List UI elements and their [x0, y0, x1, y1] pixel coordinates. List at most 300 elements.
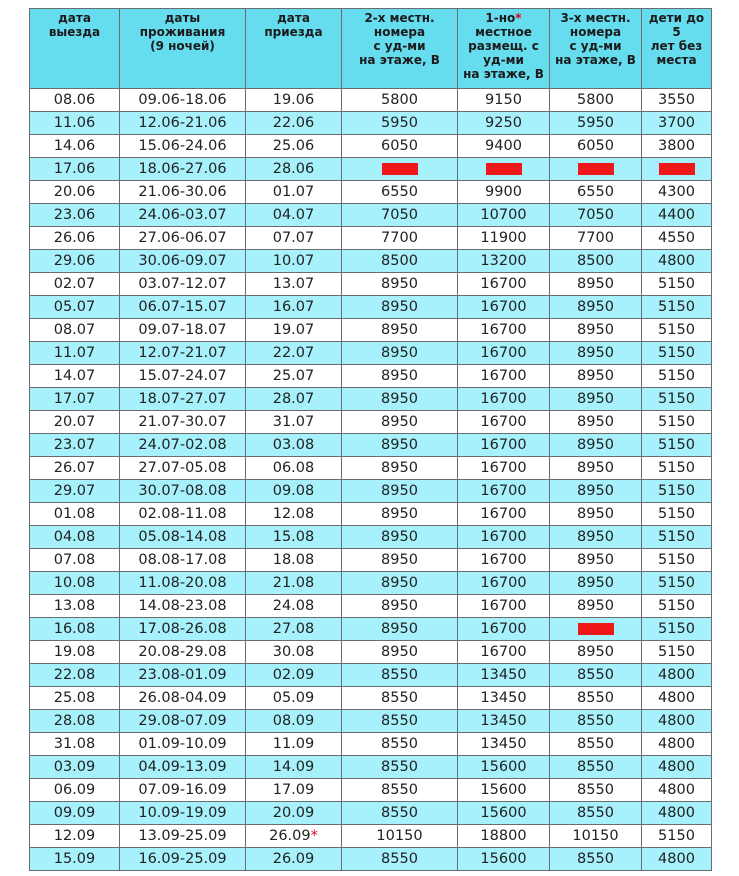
departure-date-cell [30, 411, 120, 434]
table-row [30, 549, 712, 572]
stay-dates-cell [120, 710, 246, 733]
child-price-cell [642, 848, 712, 871]
triple-room-price-cell [550, 457, 642, 480]
cell-value: 02.07 [53, 276, 96, 292]
table-row [30, 641, 712, 664]
cell-value: 10.08 [53, 575, 96, 591]
single-room-price-cell [458, 733, 550, 756]
stay-dates-cell [120, 549, 246, 572]
stay-dates-cell [120, 135, 246, 158]
double-room-price-cell [342, 181, 458, 204]
cell-value: 07.07 [272, 230, 315, 246]
cell-value: 7050 [577, 207, 614, 223]
header-stay-dates: даты проживания (9 ночей) [120, 9, 246, 89]
child-price-cell [642, 342, 712, 365]
cell-value: 8950 [577, 460, 614, 476]
table-row [30, 342, 712, 365]
cell-value: 16.08 [53, 621, 96, 637]
triple-room-price-cell [550, 112, 642, 135]
stay-dates-cell [120, 802, 246, 825]
arrival-date-cell [246, 342, 342, 365]
cell-value: 28.07 [272, 391, 315, 407]
cell-value: 08.08-17.08 [138, 552, 227, 568]
cell-value: 8950 [577, 598, 614, 614]
cell-value: 18800 [480, 828, 527, 844]
child-price-cell [642, 526, 712, 549]
cell-value: 19.07 [272, 322, 315, 338]
stay-dates-cell [120, 779, 246, 802]
cell-value: 5150 [658, 368, 695, 384]
arrival-date-cell [246, 365, 342, 388]
cell-value: 8950 [381, 575, 418, 591]
departure-date-cell [30, 112, 120, 135]
cell-value: 13.09-25.09 [138, 828, 227, 844]
sold-out-marker [659, 163, 695, 175]
tour-schedule-table [29, 8, 712, 871]
single-room-price-cell [458, 480, 550, 503]
departure-date-cell [30, 250, 120, 273]
cell-value: 20.06 [53, 184, 96, 200]
stay-dates-cell [120, 112, 246, 135]
single-room-price-cell [458, 526, 550, 549]
cell-value: 4800 [658, 253, 695, 269]
single-room-price-cell [458, 710, 550, 733]
child-price-cell [642, 733, 712, 756]
cell-value: 26.06 [53, 230, 96, 246]
single-room-price-cell [458, 618, 550, 641]
single-room-price-cell [458, 825, 550, 848]
table-row [30, 181, 712, 204]
table-row [30, 733, 712, 756]
stay-dates-cell [120, 250, 246, 273]
stay-dates-cell [120, 756, 246, 779]
triple-room-price-cell [550, 733, 642, 756]
cell-value: 24.08 [272, 598, 315, 614]
cell-value: 16700 [480, 276, 527, 292]
cell-value: 8950 [381, 414, 418, 430]
cell-value: 10.07 [272, 253, 315, 269]
triple-room-price-cell [550, 250, 642, 273]
cell-value: 10.09-19.09 [138, 805, 227, 821]
cell-value: 15600 [480, 851, 527, 867]
asterisk-mark: * [515, 11, 522, 25]
table-row [30, 526, 712, 549]
table-row [30, 664, 712, 687]
cell-value: 8950 [381, 322, 418, 338]
double-room-price-cell [342, 204, 458, 227]
arrival-date-cell [246, 250, 342, 273]
single-room-price-cell [458, 319, 550, 342]
cell-value: 30.08 [272, 644, 315, 660]
single-room-price-cell [458, 273, 550, 296]
double-room-price-cell [342, 756, 458, 779]
single-room-price-cell [458, 503, 550, 526]
cell-value: 4300 [658, 184, 695, 200]
arrival-date-cell [246, 848, 342, 871]
cell-value: 19.06 [272, 92, 315, 108]
cell-value: 6550 [381, 184, 418, 200]
triple-room-price-cell [550, 687, 642, 710]
triple-room-price-cell [550, 549, 642, 572]
child-price-cell [642, 641, 712, 664]
cell-value: 11.06 [53, 115, 96, 131]
cell-value: 27.07-05.08 [138, 460, 227, 476]
cell-value: 5800 [577, 92, 614, 108]
triple-room-price-cell [550, 89, 642, 112]
triple-room-price-cell [550, 273, 642, 296]
single-room-price-cell [458, 112, 550, 135]
cell-value: 20.08-29.08 [138, 644, 227, 660]
departure-date-cell [30, 825, 120, 848]
triple-room-price-cell [550, 296, 642, 319]
double-room-price-cell [342, 825, 458, 848]
table-row [30, 848, 712, 871]
arrival-date-cell [246, 779, 342, 802]
single-room-price-cell [458, 411, 550, 434]
double-room-price-cell [342, 733, 458, 756]
departure-date-cell [30, 641, 120, 664]
stay-dates-cell [120, 572, 246, 595]
cell-value: 13450 [480, 736, 527, 752]
cell-value: 8950 [381, 276, 418, 292]
cell-value: 9400 [485, 138, 522, 154]
triple-room-price-cell [550, 710, 642, 733]
header-single-label: 1-но [485, 11, 516, 25]
triple-room-price-cell [550, 618, 642, 641]
departure-date-cell [30, 296, 120, 319]
double-room-price-cell [342, 434, 458, 457]
cell-value: 17.09 [272, 782, 315, 798]
cell-value: 27.08 [272, 621, 315, 637]
cell-value: 8950 [577, 529, 614, 545]
cell-value: 4400 [658, 207, 695, 223]
cell-value: 23.08-01.09 [138, 667, 227, 683]
cell-value: 8550 [381, 851, 418, 867]
departure-date-cell [30, 687, 120, 710]
cell-value: 16700 [480, 345, 527, 361]
triple-room-price-cell [550, 641, 642, 664]
triple-room-price-cell [550, 848, 642, 871]
arrival-date-cell [246, 319, 342, 342]
cell-value: 8950 [577, 299, 614, 315]
cell-value: 16700 [480, 437, 527, 453]
cell-value: 18.07-27.07 [138, 391, 227, 407]
cell-value: 26.07 [53, 460, 96, 476]
arrival-date-cell [246, 618, 342, 641]
cell-value: 8950 [577, 276, 614, 292]
single-room-price-cell [458, 365, 550, 388]
cell-value: 8950 [577, 391, 614, 407]
cell-value: 8550 [577, 713, 614, 729]
arrival-date-cell [246, 802, 342, 825]
departure-date-cell [30, 434, 120, 457]
cell-value: 16700 [480, 575, 527, 591]
cell-value: 18.06-27.06 [138, 161, 227, 177]
cell-value: 4800 [658, 690, 695, 706]
cell-value: 30.06-09.07 [138, 253, 227, 269]
table-row [30, 687, 712, 710]
table-row [30, 618, 712, 641]
cell-value: 20.07 [53, 414, 96, 430]
double-room-price-cell [342, 296, 458, 319]
table-row [30, 434, 712, 457]
cell-value: 8950 [577, 368, 614, 384]
cell-value: 5150 [658, 299, 695, 315]
cell-value: 22.06 [272, 115, 315, 131]
double-room-price-cell [342, 319, 458, 342]
cell-value: 8550 [381, 759, 418, 775]
cell-value: 31.08 [53, 736, 96, 752]
child-price-cell [642, 825, 712, 848]
cell-value: 8550 [577, 667, 614, 683]
cell-value: 16700 [480, 391, 527, 407]
table-row [30, 825, 712, 848]
cell-value: 8950 [577, 483, 614, 499]
cell-value: 13.07 [272, 276, 315, 292]
cell-value: 8550 [381, 782, 418, 798]
cell-value: 16700 [480, 598, 527, 614]
arrival-date-cell [246, 112, 342, 135]
cell-value: 17.08-26.08 [138, 621, 227, 637]
cell-value: 16700 [480, 299, 527, 315]
departure-date-cell [30, 388, 120, 411]
cell-value: 09.06-18.06 [138, 92, 227, 108]
arrival-date-cell [246, 733, 342, 756]
cell-value: 15.09 [53, 851, 96, 867]
single-room-price-cell [458, 158, 550, 181]
cell-value: 8950 [381, 391, 418, 407]
triple-room-price-cell [550, 411, 642, 434]
cell-value: 5150 [658, 391, 695, 407]
triple-room-price-cell [550, 802, 642, 825]
cell-value: 5950 [577, 115, 614, 131]
cell-value: 7700 [577, 230, 614, 246]
table-row [30, 756, 712, 779]
stay-dates-cell [120, 181, 246, 204]
stay-dates-cell [120, 158, 246, 181]
double-room-price-cell [342, 89, 458, 112]
cell-value: 06.07-15.07 [138, 299, 227, 315]
cell-value: 8550 [381, 805, 418, 821]
cell-value: 29.07 [53, 483, 96, 499]
cell-value: 05.07 [53, 299, 96, 315]
single-room-price-cell [458, 388, 550, 411]
cell-value: 22.08 [53, 667, 96, 683]
cell-value: 8550 [577, 805, 614, 821]
single-room-price-cell [458, 296, 550, 319]
double-room-price-cell [342, 112, 458, 135]
cell-value: 16700 [480, 506, 527, 522]
cell-value: 6050 [577, 138, 614, 154]
cell-value: 16700 [480, 322, 527, 338]
cell-value: 16700 [480, 552, 527, 568]
triple-room-price-cell [550, 319, 642, 342]
cell-value: 25.08 [53, 690, 96, 706]
stay-dates-cell [120, 434, 246, 457]
cell-value: 12.06-21.06 [138, 115, 227, 131]
cell-value: 06.09 [53, 782, 96, 798]
table-row [30, 365, 712, 388]
cell-value: 16.07 [272, 299, 315, 315]
cell-value: 03.08 [272, 437, 315, 453]
child-price-cell [642, 158, 712, 181]
stay-dates-cell [120, 319, 246, 342]
arrival-date-cell [246, 457, 342, 480]
cell-value: 13450 [480, 690, 527, 706]
cell-value: 14.06 [53, 138, 96, 154]
child-price-cell [642, 664, 712, 687]
departure-date-cell [30, 227, 120, 250]
cell-value: 08.09 [272, 713, 315, 729]
cell-value: 8550 [577, 690, 614, 706]
single-room-price-cell [458, 457, 550, 480]
arrival-date-cell [246, 227, 342, 250]
arrival-date-cell [246, 411, 342, 434]
stay-dates-cell [120, 296, 246, 319]
cell-value: 16.09-25.09 [138, 851, 227, 867]
double-room-price-cell [342, 618, 458, 641]
departure-date-cell [30, 319, 120, 342]
table-row [30, 779, 712, 802]
triple-room-price-cell [550, 595, 642, 618]
departure-date-cell [30, 204, 120, 227]
triple-room-price-cell [550, 664, 642, 687]
triple-room-price-cell [550, 434, 642, 457]
triple-room-price-cell [550, 480, 642, 503]
cell-value: 4550 [658, 230, 695, 246]
cell-value: 8950 [577, 506, 614, 522]
cell-value: 5150 [658, 575, 695, 591]
stay-dates-cell [120, 480, 246, 503]
table-row [30, 503, 712, 526]
cell-value: 14.08-23.08 [138, 598, 227, 614]
cell-value: 4800 [658, 713, 695, 729]
double-room-price-cell [342, 687, 458, 710]
cell-value: 8550 [577, 759, 614, 775]
departure-date-cell [30, 273, 120, 296]
stay-dates-cell [120, 595, 246, 618]
cell-value: 7050 [381, 207, 418, 223]
cell-value: 5150 [658, 552, 695, 568]
cell-value: 13450 [480, 667, 527, 683]
cell-value: 8950 [381, 506, 418, 522]
child-price-cell [642, 572, 712, 595]
cell-value: 24.06-03.07 [138, 207, 227, 223]
arrival-date-cell [246, 204, 342, 227]
cell-value: 14.09 [272, 759, 315, 775]
cell-value: 04.08 [53, 529, 96, 545]
cell-value: 6550 [577, 184, 614, 200]
stay-dates-cell [120, 664, 246, 687]
cell-value: 5150 [658, 322, 695, 338]
arrival-date-cell [246, 296, 342, 319]
single-room-price-cell [458, 89, 550, 112]
cell-value: 05.09 [272, 690, 315, 706]
departure-date-cell [30, 158, 120, 181]
single-room-price-cell [458, 848, 550, 871]
child-price-cell [642, 89, 712, 112]
double-room-price-cell [342, 227, 458, 250]
cell-value: 11.08-20.08 [138, 575, 227, 591]
cell-value: 11.09 [272, 736, 315, 752]
cell-value: 5150 [658, 414, 695, 430]
double-room-price-cell [342, 526, 458, 549]
departure-date-cell [30, 779, 120, 802]
header-child-price: дети до 5 лет без места [642, 9, 712, 89]
header-departure-date: дата выезда [30, 9, 120, 89]
cell-value: 8500 [577, 253, 614, 269]
table-row [30, 480, 712, 503]
triple-room-price-cell [550, 342, 642, 365]
cell-value: 15.07-24.07 [138, 368, 227, 384]
cell-value: 8950 [381, 644, 418, 660]
child-price-cell [642, 756, 712, 779]
arrival-date-cell [246, 526, 342, 549]
cell-value: 8550 [577, 736, 614, 752]
double-room-price-cell [342, 365, 458, 388]
cell-value: 10700 [480, 207, 527, 223]
stay-dates-cell [120, 342, 246, 365]
triple-room-price-cell [550, 365, 642, 388]
cell-value: 06.08 [272, 460, 315, 476]
cell-value: 5150 [658, 506, 695, 522]
departure-date-cell [30, 135, 120, 158]
cell-value: 8950 [381, 483, 418, 499]
cell-value: 07.09-16.09 [138, 782, 227, 798]
single-room-price-cell [458, 342, 550, 365]
cell-value: 5150 [658, 276, 695, 292]
table-row [30, 388, 712, 411]
double-room-price-cell [342, 641, 458, 664]
arrival-date-cell [246, 549, 342, 572]
cell-value: 29.08-07.09 [138, 713, 227, 729]
departure-date-cell [30, 733, 120, 756]
header-triple-room-price: 3-х местн. номера с уд-ми на этаже, В [550, 9, 642, 89]
cell-value: 8950 [577, 414, 614, 430]
single-room-price-cell [458, 434, 550, 457]
arrival-date-cell [246, 595, 342, 618]
table-row [30, 135, 712, 158]
arrival-date-cell [246, 135, 342, 158]
stay-dates-cell [120, 641, 246, 664]
cell-value: 5150 [658, 644, 695, 660]
cell-value: 5150 [658, 621, 695, 637]
triple-room-price-cell [550, 503, 642, 526]
table-row [30, 710, 712, 733]
cell-value: 30.07-08.08 [138, 483, 227, 499]
cell-value: 21.08 [272, 575, 315, 591]
cell-value: 8950 [381, 529, 418, 545]
cell-value: 09.07-18.07 [138, 322, 227, 338]
departure-date-cell [30, 572, 120, 595]
departure-date-cell [30, 342, 120, 365]
cell-value: 24.07-02.08 [138, 437, 227, 453]
child-price-cell [642, 802, 712, 825]
double-room-price-cell [342, 802, 458, 825]
cell-value: 01.07 [272, 184, 315, 200]
cell-value: 4800 [658, 667, 695, 683]
cell-value: 27.06-06.07 [138, 230, 227, 246]
stay-dates-cell [120, 227, 246, 250]
triple-room-price-cell [550, 825, 642, 848]
cell-value: 09.09 [53, 805, 96, 821]
table-row [30, 112, 712, 135]
child-price-cell [642, 319, 712, 342]
cell-value: 07.08 [53, 552, 96, 568]
table-row [30, 411, 712, 434]
departure-date-cell [30, 181, 120, 204]
cell-value: 8550 [381, 713, 418, 729]
